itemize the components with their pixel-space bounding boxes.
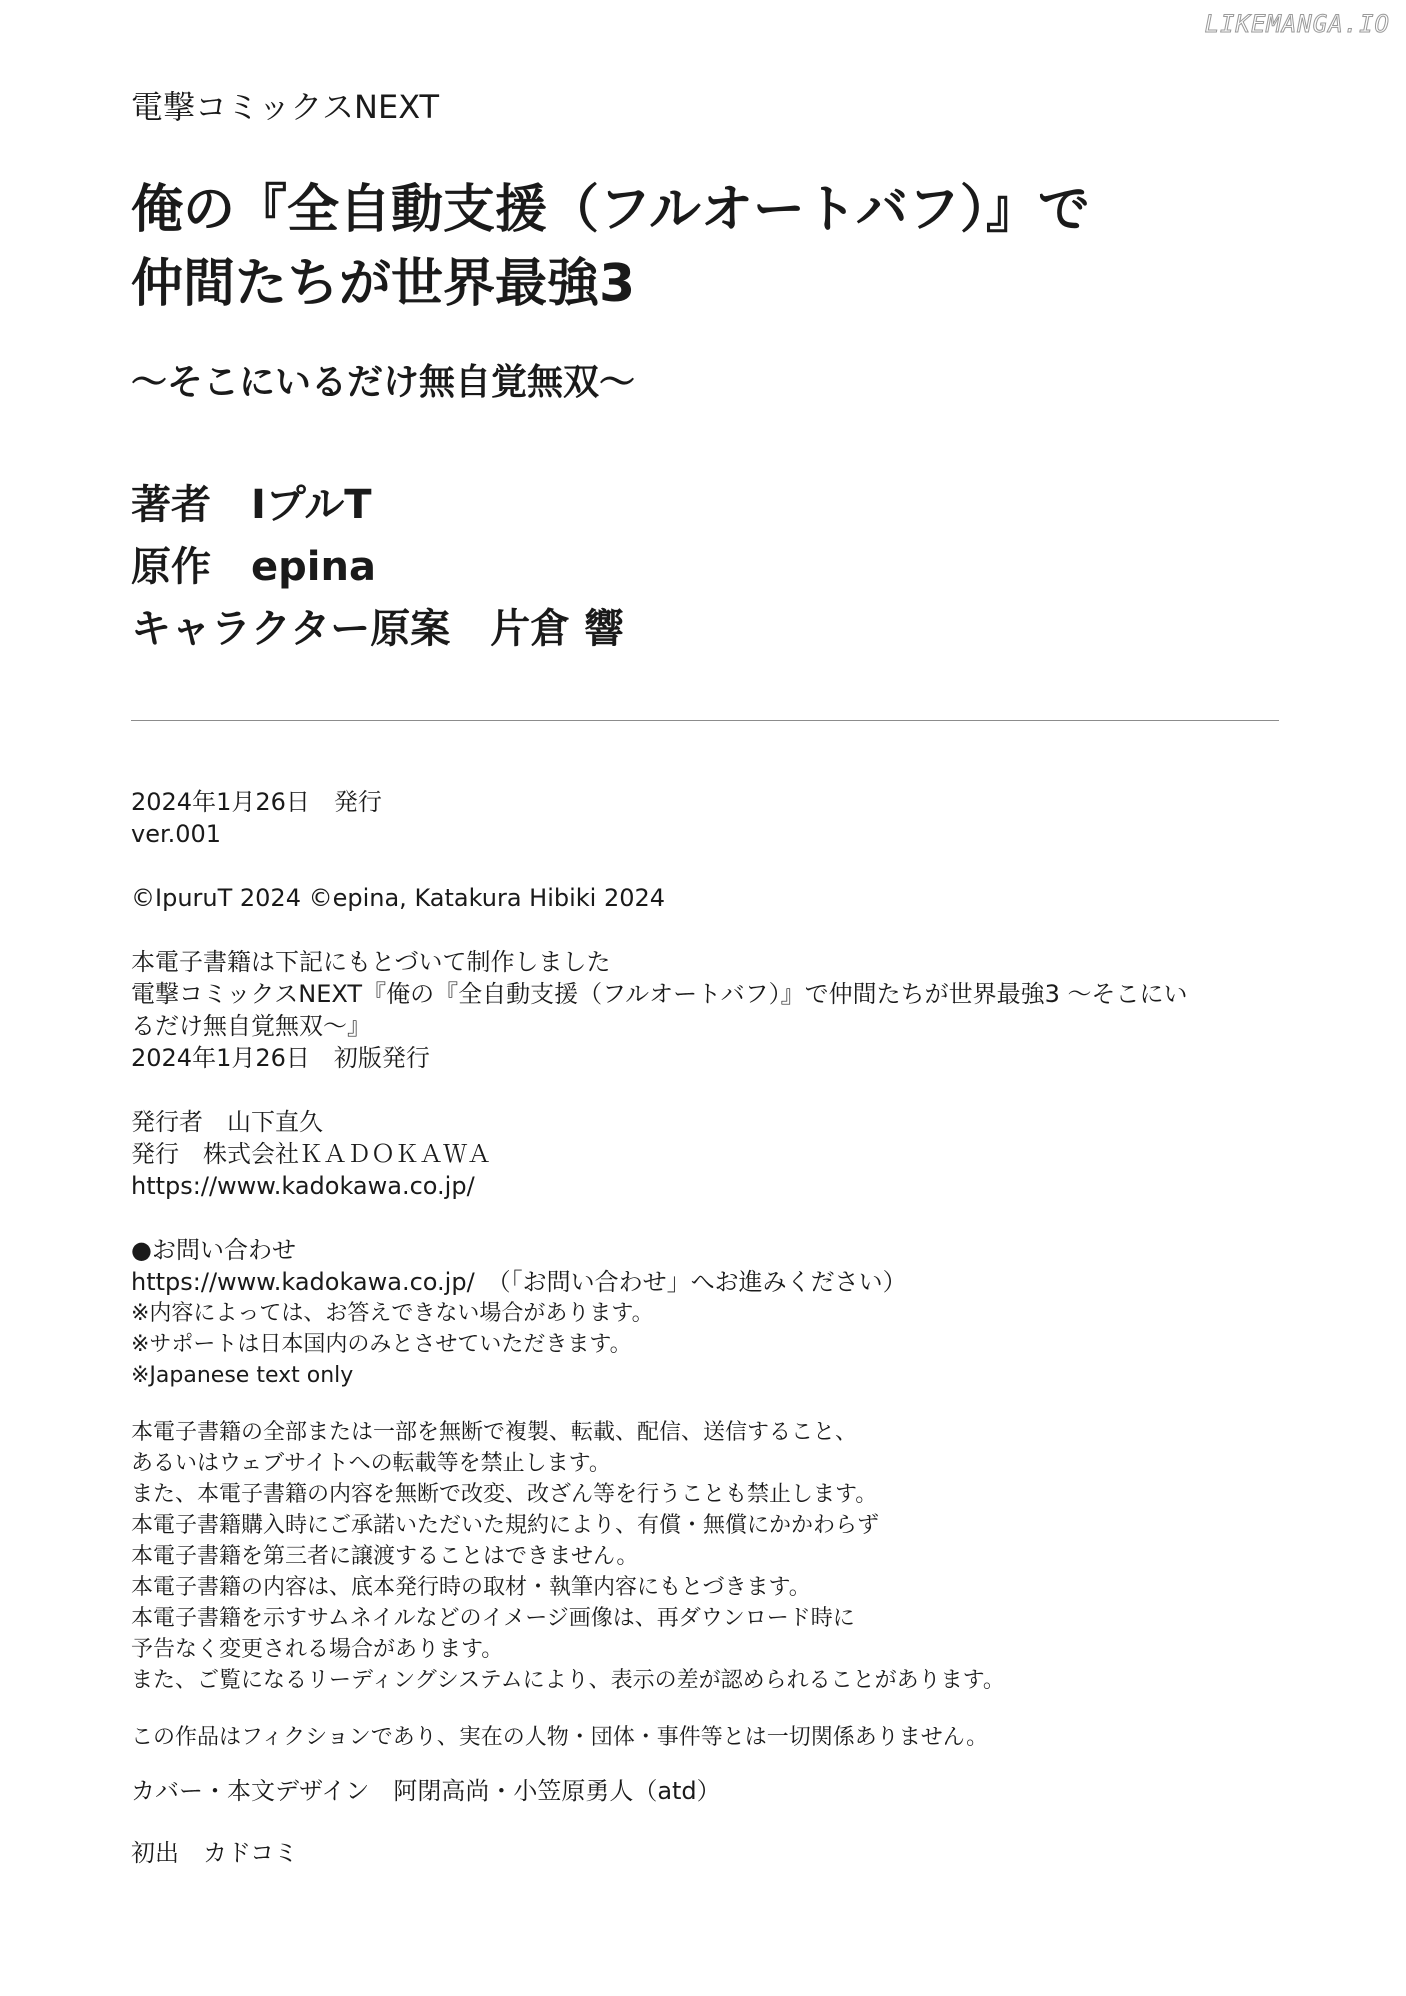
notice-line: 予告なく変更される場合があります。	[131, 1637, 504, 1662]
book-title	[131, 173, 1090, 321]
credit-name: 片倉 響	[490, 606, 625, 652]
credit-name: IプルT	[251, 482, 372, 528]
inquiry-info	[131, 1234, 1281, 1391]
credit-name: epina	[251, 544, 376, 590]
colophon-details	[131, 786, 1281, 1869]
site-watermark: LIKEMANGA.IO	[1204, 10, 1390, 38]
publisher-company: 発行 株式会社ＫＡＤＯＫＡＷＡ	[131, 1140, 491, 1168]
book-subtitle: 〜そこにいるだけ無自覚無双〜	[131, 362, 636, 403]
title-line-1: 俺の『全自動支援（フルオートバフ）』で	[131, 180, 1090, 240]
inquiry-url[interactable]: https://www.kadokawa.co.jp/ （「お問い合わせ」へお進みください）	[131, 1268, 907, 1296]
credit-role: 著者	[131, 482, 211, 528]
version-number: ver.001	[131, 820, 222, 848]
source-date: 2024年1月26日 初版発行	[131, 1044, 430, 1072]
design-credit: カバー・本文デザイン 阿閉高尚・小笠原勇人（atd）	[131, 1777, 721, 1805]
source-info	[131, 946, 1281, 1074]
inquiry-heading: ●お問い合わせ	[131, 1236, 296, 1264]
legal-notices	[131, 1417, 1281, 1696]
notice-line: 本電子書籍の内容は、底本発行時の取材・執筆内容にもとづきます。	[131, 1575, 811, 1600]
notice-line: また、ご覧になるリーディングシステムにより、表示の差が認められることがあります。	[131, 1668, 1005, 1693]
source-intro: 本電子書籍は下記にもとづいて制作しました	[131, 948, 611, 976]
publication-info	[131, 786, 1281, 850]
source-title-line-1: 電撃コミックスNEXT『俺の『全自動支援（フルオートバフ）』で仲間たちが世界最強3 〜そこにい	[131, 980, 1188, 1008]
section-divider	[131, 720, 1279, 721]
publisher-issuer: 発行者 山下直久	[131, 1108, 323, 1136]
notice-line: 本電子書籍を第三者に譲渡することはできません。	[131, 1544, 639, 1569]
notice-line: 本電子書籍を示すサムネイルなどのイメージ画像は、再ダウンロード時に	[131, 1606, 855, 1631]
publisher-url[interactable]: https://www.kadokawa.co.jp/	[131, 1172, 475, 1200]
notice-line: また、本電子書籍の内容を無断で改変、改ざん等を行うことも禁止します。	[131, 1482, 878, 1507]
credit-character-design	[131, 597, 624, 659]
notice-line: 本電子書籍の全部または一部を無断で複製、転載、配信、送信すること、	[131, 1420, 858, 1445]
source-title-line-2: るだけ無自覚無双〜』	[131, 1012, 371, 1040]
credit-role: キャラクター原案	[131, 606, 451, 652]
credits-list	[131, 473, 624, 659]
inquiry-note: ※Japanese text only	[131, 1363, 354, 1388]
credit-author	[131, 473, 624, 535]
credit-original-work	[131, 535, 624, 597]
publisher-info	[131, 1106, 1281, 1202]
title-line-2: 仲間たちが世界最強3	[131, 254, 636, 314]
publication-date: 2024年1月26日 発行	[131, 788, 382, 816]
imprint-label: 電撃コミックスNEXT	[131, 88, 440, 126]
notice-line: あるいはウェブサイトへの転載等を禁止します。	[131, 1451, 611, 1476]
first-appearance-block	[131, 1837, 1281, 1869]
first-appearance: 初出 カドコミ	[131, 1839, 299, 1867]
inquiry-note: ※内容によっては、お答えできない場合があります。	[131, 1301, 654, 1326]
fiction-disclaimer: この作品はフィクションであり、実在の人物・団体・事件等とは一切関係ありません。	[131, 1725, 989, 1750]
fiction-disclaimer-block	[131, 1722, 1281, 1753]
credit-role: 原作	[131, 544, 211, 590]
copyright-info	[131, 882, 1281, 914]
design-credit-block	[131, 1775, 1281, 1807]
inquiry-note: ※サポートは日本国内のみとさせていただきます。	[131, 1332, 632, 1357]
notice-line: 本電子書籍購入時にご承諾いただいた規約により、有償・無償にかかわらず	[131, 1513, 880, 1538]
copyright-notice: ©IpuruT 2024 ©epina, Katakura Hibiki 2024	[131, 884, 666, 912]
